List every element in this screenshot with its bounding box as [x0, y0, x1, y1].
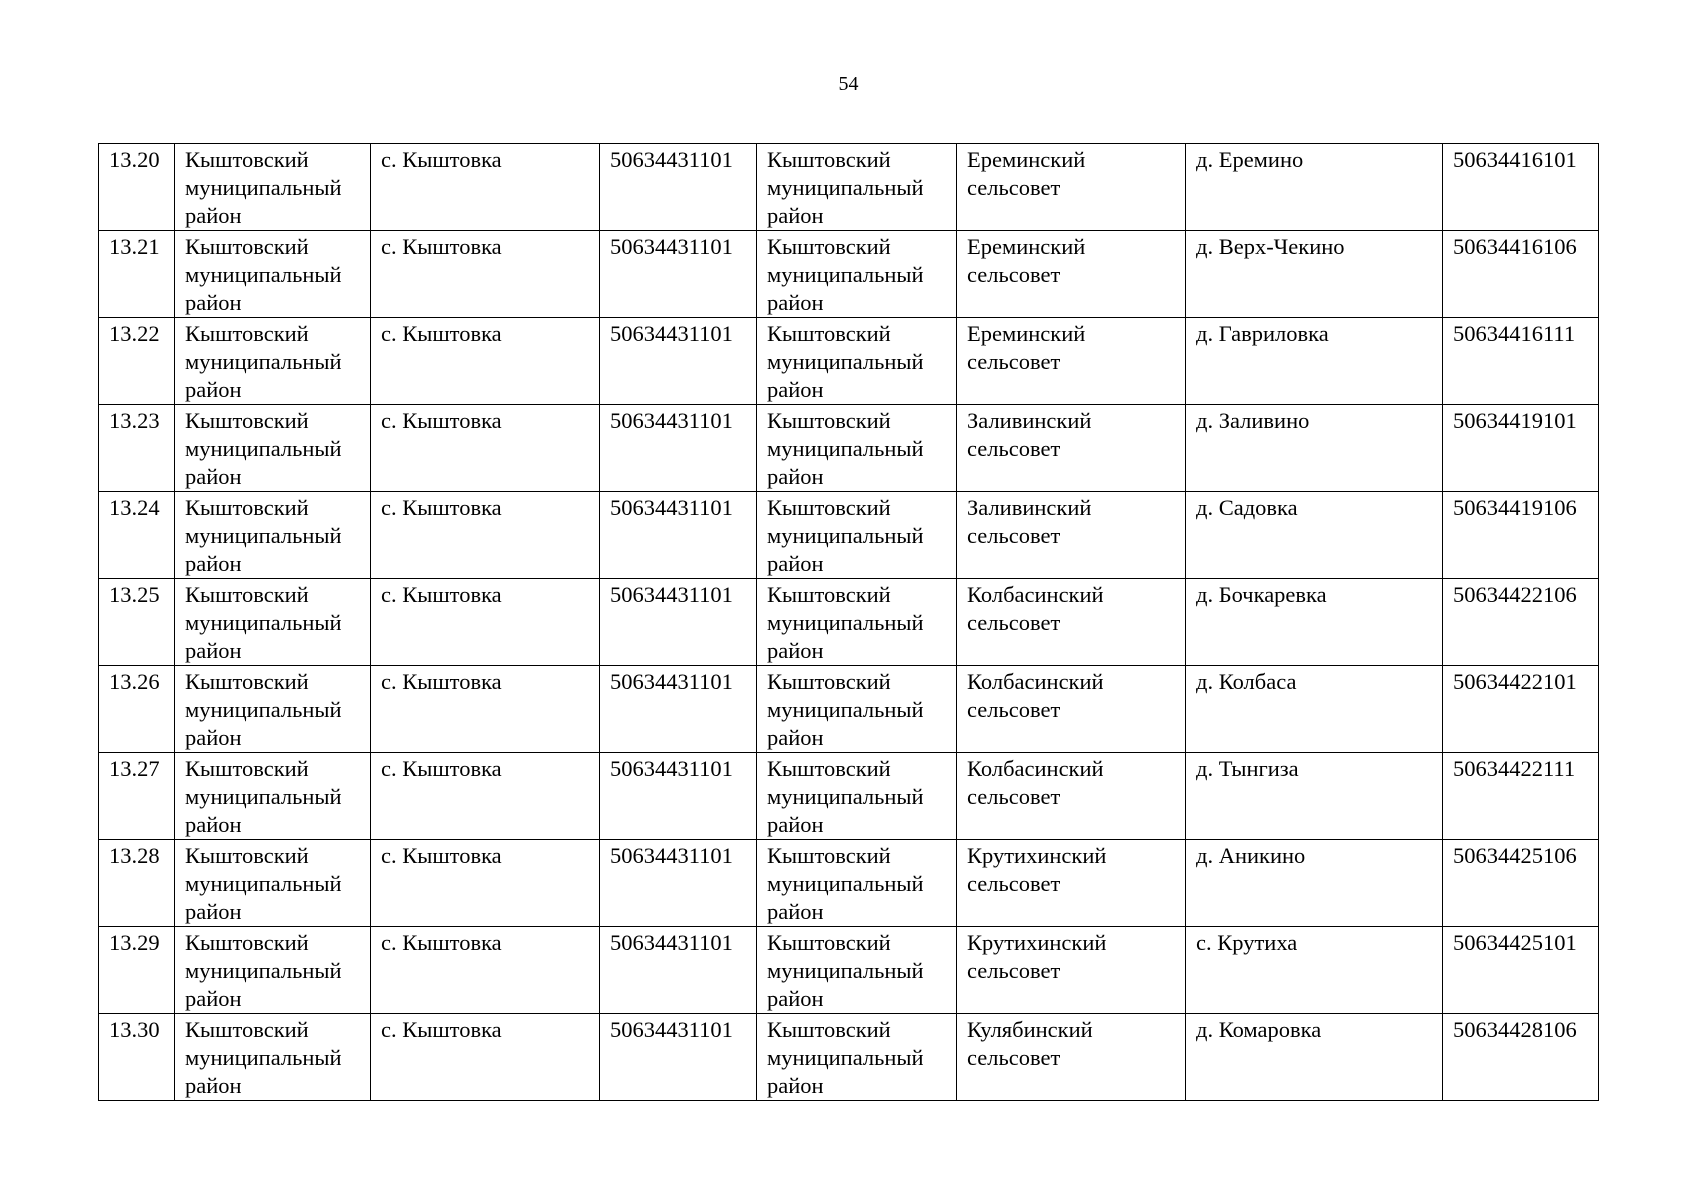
settlement-district-cell: Кыштовский муниципальный район	[757, 666, 957, 753]
village-council-cell: Колбасинский сельсовет	[957, 579, 1186, 666]
table-row	[99, 492, 1599, 579]
settlement-district-cell: Кыштовский муниципальный район	[757, 492, 957, 579]
table-row	[99, 579, 1599, 666]
admin-center-code-cell: 50634431101	[600, 840, 757, 927]
table-row	[99, 318, 1599, 405]
admin-center-code-cell: 50634431101	[600, 753, 757, 840]
row-number-cell: 13.29	[99, 927, 175, 1014]
admin-center-cell: с. Кыштовка	[371, 144, 600, 231]
table-body	[99, 144, 1599, 1101]
village-council-cell: Ереминский сельсовет	[957, 318, 1186, 405]
admin-center-code-cell: 50634431101	[600, 492, 757, 579]
settlement-district-cell: Кыштовский муниципальный район	[757, 840, 957, 927]
table-row	[99, 405, 1599, 492]
admin-center-code-cell: 50634431101	[600, 579, 757, 666]
district-cell: Кыштовский муниципальный район	[175, 405, 371, 492]
settlement-code-cell: 50634422111	[1443, 753, 1599, 840]
admin-center-cell: с. Кыштовка	[371, 666, 600, 753]
settlement-cell: д. Садовка	[1186, 492, 1443, 579]
settlement-cell: д. Гавриловка	[1186, 318, 1443, 405]
district-cell: Кыштовский муниципальный район	[175, 579, 371, 666]
row-number-cell: 13.25	[99, 579, 175, 666]
settlement-code-cell: 50634416106	[1443, 231, 1599, 318]
table-row	[99, 231, 1599, 318]
settlements-table	[98, 143, 1599, 1101]
settlement-cell: д. Еремино	[1186, 144, 1443, 231]
admin-center-code-cell: 50634431101	[600, 405, 757, 492]
district-cell: Кыштовский муниципальный район	[175, 144, 371, 231]
district-cell: Кыштовский муниципальный район	[175, 927, 371, 1014]
admin-center-cell: с. Кыштовка	[371, 1014, 600, 1101]
village-council-cell: Ереминский сельсовет	[957, 144, 1186, 231]
settlement-district-cell: Кыштовский муниципальный район	[757, 144, 957, 231]
settlement-cell: д. Колбаса	[1186, 666, 1443, 753]
settlement-code-cell: 50634419106	[1443, 492, 1599, 579]
row-number-cell: 13.21	[99, 231, 175, 318]
admin-center-code-cell: 50634431101	[600, 231, 757, 318]
admin-center-cell: с. Кыштовка	[371, 579, 600, 666]
settlement-code-cell: 50634422101	[1443, 666, 1599, 753]
row-number-cell: 13.23	[99, 405, 175, 492]
admin-center-cell: с. Кыштовка	[371, 318, 600, 405]
settlement-district-cell: Кыштовский муниципальный район	[757, 405, 957, 492]
row-number-cell: 13.30	[99, 1014, 175, 1101]
row-number-cell: 13.24	[99, 492, 175, 579]
settlement-cell: д. Комаровка	[1186, 1014, 1443, 1101]
settlement-cell: д. Верх-Чекино	[1186, 231, 1443, 318]
settlement-code-cell: 50634419101	[1443, 405, 1599, 492]
settlement-cell: д. Тынгиза	[1186, 753, 1443, 840]
table-row	[99, 1014, 1599, 1101]
settlement-code-cell: 50634425106	[1443, 840, 1599, 927]
district-cell: Кыштовский муниципальный район	[175, 231, 371, 318]
row-number-cell: 13.26	[99, 666, 175, 753]
row-number-cell: 13.20	[99, 144, 175, 231]
settlement-district-cell: Кыштовский муниципальный район	[757, 318, 957, 405]
admin-center-cell: с. Кыштовка	[371, 927, 600, 1014]
village-council-cell: Заливинский сельсовет	[957, 405, 1186, 492]
village-council-cell: Колбасинский сельсовет	[957, 666, 1186, 753]
admin-center-cell: с. Кыштовка	[371, 231, 600, 318]
settlement-district-cell: Кыштовский муниципальный район	[757, 231, 957, 318]
district-cell: Кыштовский муниципальный район	[175, 753, 371, 840]
village-council-cell: Кулябинский сельсовет	[957, 1014, 1186, 1101]
settlement-cell: д. Бочкаревка	[1186, 579, 1443, 666]
village-council-cell: Заливинский сельсовет	[957, 492, 1186, 579]
settlement-code-cell: 50634416101	[1443, 144, 1599, 231]
settlement-cell: с. Крутиха	[1186, 927, 1443, 1014]
settlement-cell: д. Заливино	[1186, 405, 1443, 492]
admin-center-cell: с. Кыштовка	[371, 492, 600, 579]
district-cell: Кыштовский муниципальный район	[175, 1014, 371, 1101]
table-row	[99, 753, 1599, 840]
table-row	[99, 840, 1599, 927]
settlement-code-cell: 50634416111	[1443, 318, 1599, 405]
settlement-district-cell: Кыштовский муниципальный район	[757, 1014, 957, 1101]
admin-center-code-cell: 50634431101	[600, 927, 757, 1014]
table-row	[99, 666, 1599, 753]
admin-center-code-cell: 50634431101	[600, 318, 757, 405]
row-number-cell: 13.22	[99, 318, 175, 405]
district-cell: Кыштовский муниципальный район	[175, 840, 371, 927]
settlement-district-cell: Кыштовский муниципальный район	[757, 927, 957, 1014]
row-number-cell: 13.27	[99, 753, 175, 840]
district-cell: Кыштовский муниципальный район	[175, 666, 371, 753]
village-council-cell: Крутихинский сельсовет	[957, 840, 1186, 927]
settlement-district-cell: Кыштовский муниципальный район	[757, 753, 957, 840]
settlement-code-cell: 50634422106	[1443, 579, 1599, 666]
table-row	[99, 144, 1599, 231]
settlement-district-cell: Кыштовский муниципальный район	[757, 579, 957, 666]
admin-center-cell: с. Кыштовка	[371, 405, 600, 492]
district-cell: Кыштовский муниципальный район	[175, 492, 371, 579]
settlement-code-cell: 50634425101	[1443, 927, 1599, 1014]
village-council-cell: Ереминский сельсовет	[957, 231, 1186, 318]
admin-center-code-cell: 50634431101	[600, 144, 757, 231]
row-number-cell: 13.28	[99, 840, 175, 927]
admin-center-code-cell: 50634431101	[600, 666, 757, 753]
district-cell: Кыштовский муниципальный район	[175, 318, 371, 405]
page-number: 54	[838, 73, 859, 95]
settlement-cell: д. Аникино	[1186, 840, 1443, 927]
settlement-code-cell: 50634428106	[1443, 1014, 1599, 1101]
village-council-cell: Колбасинский сельсовет	[957, 753, 1186, 840]
admin-center-code-cell: 50634431101	[600, 1014, 757, 1101]
village-council-cell: Крутихинский сельсовет	[957, 927, 1186, 1014]
table-row	[99, 927, 1599, 1014]
admin-center-cell: с. Кыштовка	[371, 840, 600, 927]
admin-center-cell: с. Кыштовка	[371, 753, 600, 840]
